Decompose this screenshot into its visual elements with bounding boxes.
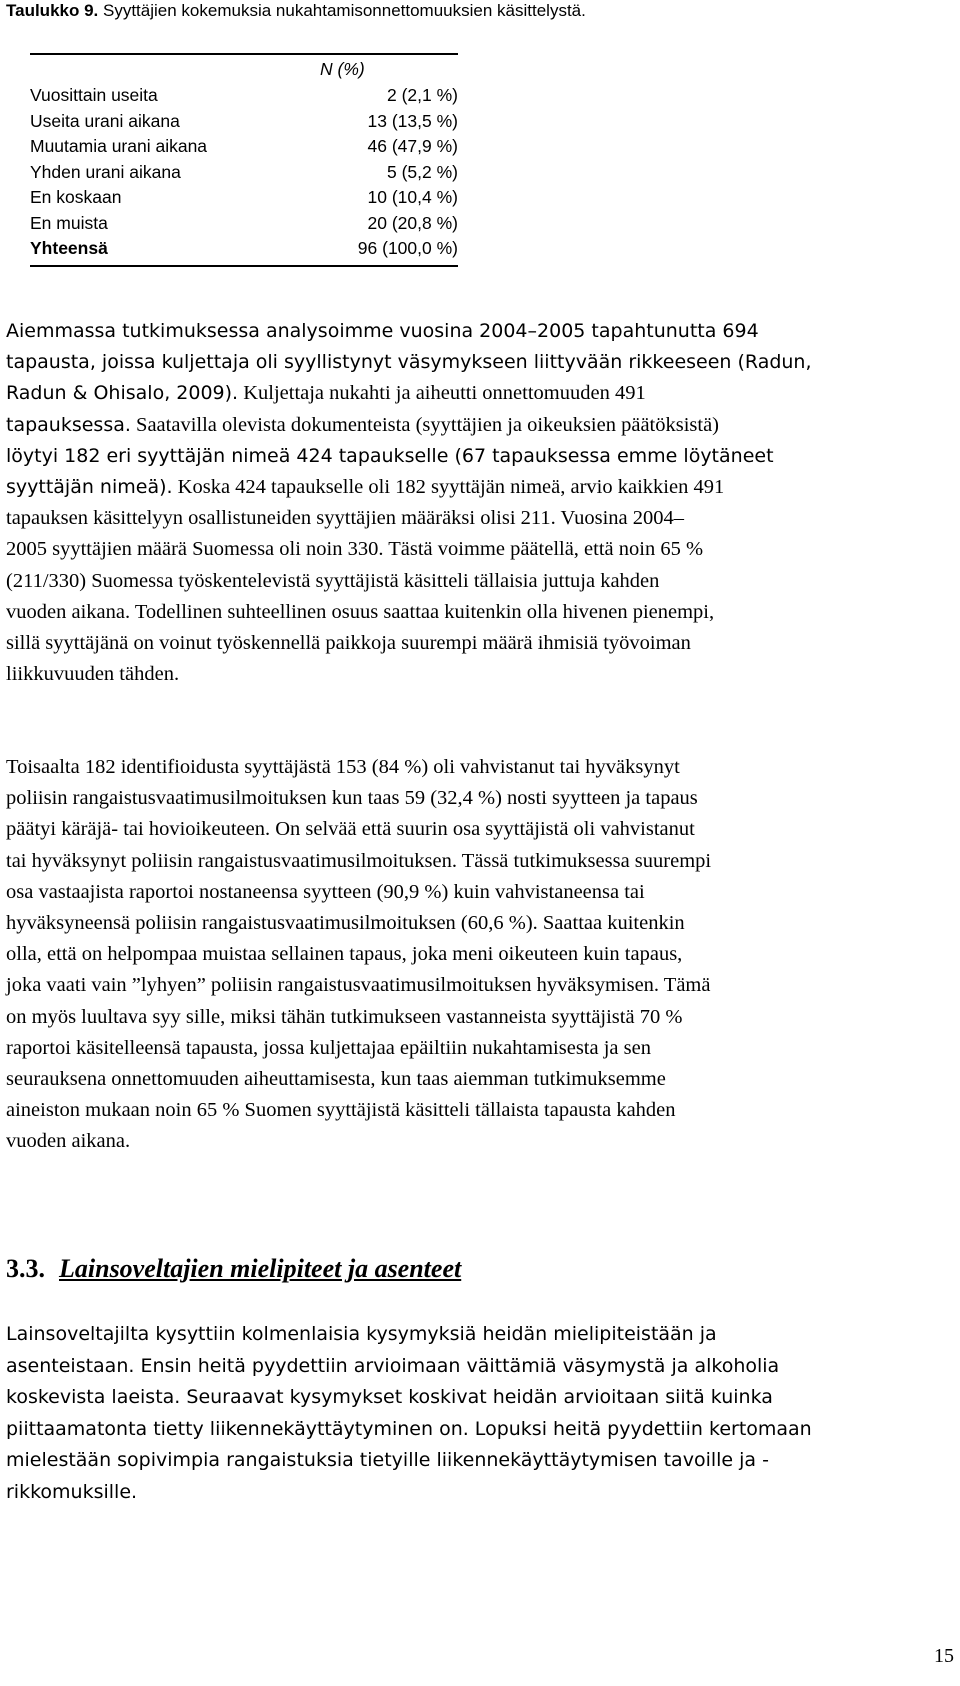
paragraph-line: koskevista laeista. Seuraavat kysymykset koskivat heidän arvioitaan siitä kuinka xyxy=(6,1386,773,1409)
line-segment: Koska 424 tapaukselle oli 182 syyttäjän nimeä, arvio kaikkien 491 xyxy=(172,476,725,499)
line-segment: Kuljettaja nukahti ja aiheutti onnettomuuden 491 xyxy=(238,382,646,405)
row-value: 5 (5,2 %) xyxy=(387,161,458,182)
total-label: Yhteensä xyxy=(30,238,108,258)
table-row xyxy=(30,109,458,135)
table-bottom-rule xyxy=(30,265,458,267)
row-value: 46 (47,9 %) xyxy=(367,136,458,156)
table-row xyxy=(30,211,458,237)
paragraph-line: mielestään sopivimpia rangaistuksia tietyille liikennekäyttäytymisen tavoille ja - xyxy=(6,1449,769,1472)
paragraph-line: tapauksen käsittelyyn osallistuneiden syyttäjien määräksi olisi 211. Vuosina 2004– xyxy=(6,507,685,530)
paragraph-line: tai hyväksynyt poliisin rangaistusvaatimusilmoituksen. Tässä tutkimuksessa suurempi xyxy=(6,849,712,872)
paragraph-line: poliisin rangaistusvaatimusilmoituksen kun taas 59 (32,4 %) nosti syytteen ja tapaus xyxy=(6,787,698,810)
total-value: 96 (100,0 %) xyxy=(357,238,458,258)
paragraph-line: aineiston mukaan noin 65 % Suomen syyttäjistä käsitteli tällaista tapausta kahden xyxy=(6,1099,676,1122)
table-row xyxy=(30,134,458,160)
paragraph-section-intro xyxy=(6,1319,950,1509)
paragraph-line: hyväksyneensä poliisin rangaistusvaatimusilmoituksen (60,6 %). Saattaa kuitenkin xyxy=(6,912,685,935)
line-segment: tapauksessa. xyxy=(6,413,131,436)
paragraph-line: Lainsoveltajilta kysyttiin kolmenlaisia kysymyksiä heidän mielipiteistään ja xyxy=(6,1323,717,1345)
paragraph-line: osa vastaajista raportoi nostaneensa syytteen (90,9 %) kuin vahvistaneensa tai xyxy=(6,880,645,903)
paragraph-line xyxy=(6,410,950,441)
row-label: En muista xyxy=(30,212,108,233)
paragraph-prosecutor-decisions xyxy=(6,752,950,1158)
table-row xyxy=(30,185,458,211)
paragraph-line: sillä syyttäjänä on voinut työskennellä paikkoja suurempi määrä ihmisiä työvoiman xyxy=(6,632,691,655)
row-value: 20 (20,8 %) xyxy=(367,212,458,233)
paragraph-line: 2005 syyttäjien määrä Suomessa oli noin 330. Tästä voimme päätellä, että noin 65 % xyxy=(6,538,704,561)
section-title: Lainsoveltajien mielipiteet ja asenteet xyxy=(59,1254,462,1283)
paragraph-line: olla, että on helpompaa muistaa sellainen tapaus, joka meni oikeuteen kuin tapaus, xyxy=(6,943,683,966)
section-heading xyxy=(6,1254,461,1284)
page-number: 15 xyxy=(934,1645,954,1667)
column-header-n-percent: N (%) xyxy=(320,59,365,79)
paragraph-line: joka vaati vain ”lyhyen” poliisin rangaistusvaatimusilmoituksen hyväksymisen. Tämä xyxy=(6,974,711,997)
paragraph-line xyxy=(6,378,950,409)
paragraph-line: vuoden aikana. xyxy=(6,1130,131,1153)
row-value: 10 (10,4 %) xyxy=(367,187,458,207)
row-value: 13 (13,5 %) xyxy=(367,110,458,131)
row-label: Vuosittain useita xyxy=(30,85,158,105)
table-caption-label: Taulukko 9. xyxy=(6,1,99,20)
row-label: Yhden urani aikana xyxy=(30,161,181,182)
results-table xyxy=(30,53,458,267)
row-value: 2 (2,1 %) xyxy=(387,85,458,105)
paragraph-line: liikkuvuuden tähden. xyxy=(6,663,180,686)
paragraph-line: on myös luultava syy sille, miksi tähän tutkimukseen vastanneista syyttäjistä 70 % xyxy=(6,1005,683,1028)
paragraph-line: Toisaalta 182 identifioidusta syyttäjästä 153 (84 %) oli vahvistanut tai hyväksynyt xyxy=(6,756,680,778)
paragraph-line: (211/330) Suomessa työskentelevistä syyttäjistä käsitteli tällaisia juttuja kahden xyxy=(6,569,660,592)
line-segment: Radun & Ohisalo, 2009). xyxy=(6,382,239,405)
line-segment: Saatavilla olevista dokumenteista (syyttäjien ja oikeuksien päätöksistä) xyxy=(130,413,720,436)
paragraph-line: raportoi käsitelleensä tapausta, jossa kuljettajaa epäiltiin nukahtamisesta ja sen xyxy=(6,1036,651,1059)
table-caption xyxy=(6,1,586,21)
table-total-row xyxy=(30,236,458,262)
paragraph-previous-study xyxy=(6,316,950,690)
table-row xyxy=(30,83,458,109)
row-label: En koskaan xyxy=(30,187,122,207)
paragraph-line: piittaamatonta tietty liikennekäyttäytyminen on. Lopuksi heitä pyydettiin kertomaan xyxy=(6,1417,812,1440)
paragraph-line: löytyi 182 eri syyttäjän nimeä 424 tapaukselle (67 tapauksessa emme löytäneet xyxy=(6,444,774,467)
paragraph-line: tapausta, joissa kuljettaja oli syyllistynyt väsymykseen liittyvään rikkeeseen (Radun, xyxy=(6,351,812,374)
paragraph-line xyxy=(6,472,950,503)
row-label: Useita urani aikana xyxy=(30,110,180,131)
table-header xyxy=(30,55,458,83)
paragraph-line: rikkomuksille. xyxy=(6,1480,138,1503)
paragraph-line: asenteistaan. Ensin heitä pyydettiin arvioimaan väittämiä väsymystä ja alkoholia xyxy=(6,1354,780,1377)
row-label: Muutamia urani aikana xyxy=(30,136,208,156)
section-number: 3.3. xyxy=(6,1254,45,1283)
table-caption-text: Syyttäjien kokemuksia nukahtamisonnettomuuksien käsittelystä. xyxy=(103,1,586,20)
paragraph-line: päätyi käräjä- tai hovioikeuteen. On selvää että suurin osa syyttäjistä oli vahvistanut xyxy=(6,818,695,841)
table-row xyxy=(30,160,458,186)
paragraph-line: Aiemmassa tutkimuksessa analysoimme vuosina 2004–2005 tapahtunutta 694 xyxy=(6,320,759,342)
paragraph-line: seurauksena onnettomuuden aiheuttamisesta, kun taas aiemman tutkimuksemme xyxy=(6,1068,666,1091)
line-segment: syyttäjän nimeä). xyxy=(6,476,173,499)
paragraph-line: vuoden aikana. Todellinen suhteellinen osuus saattaa kuitenkin olla hivenen pienempi, xyxy=(6,600,715,623)
